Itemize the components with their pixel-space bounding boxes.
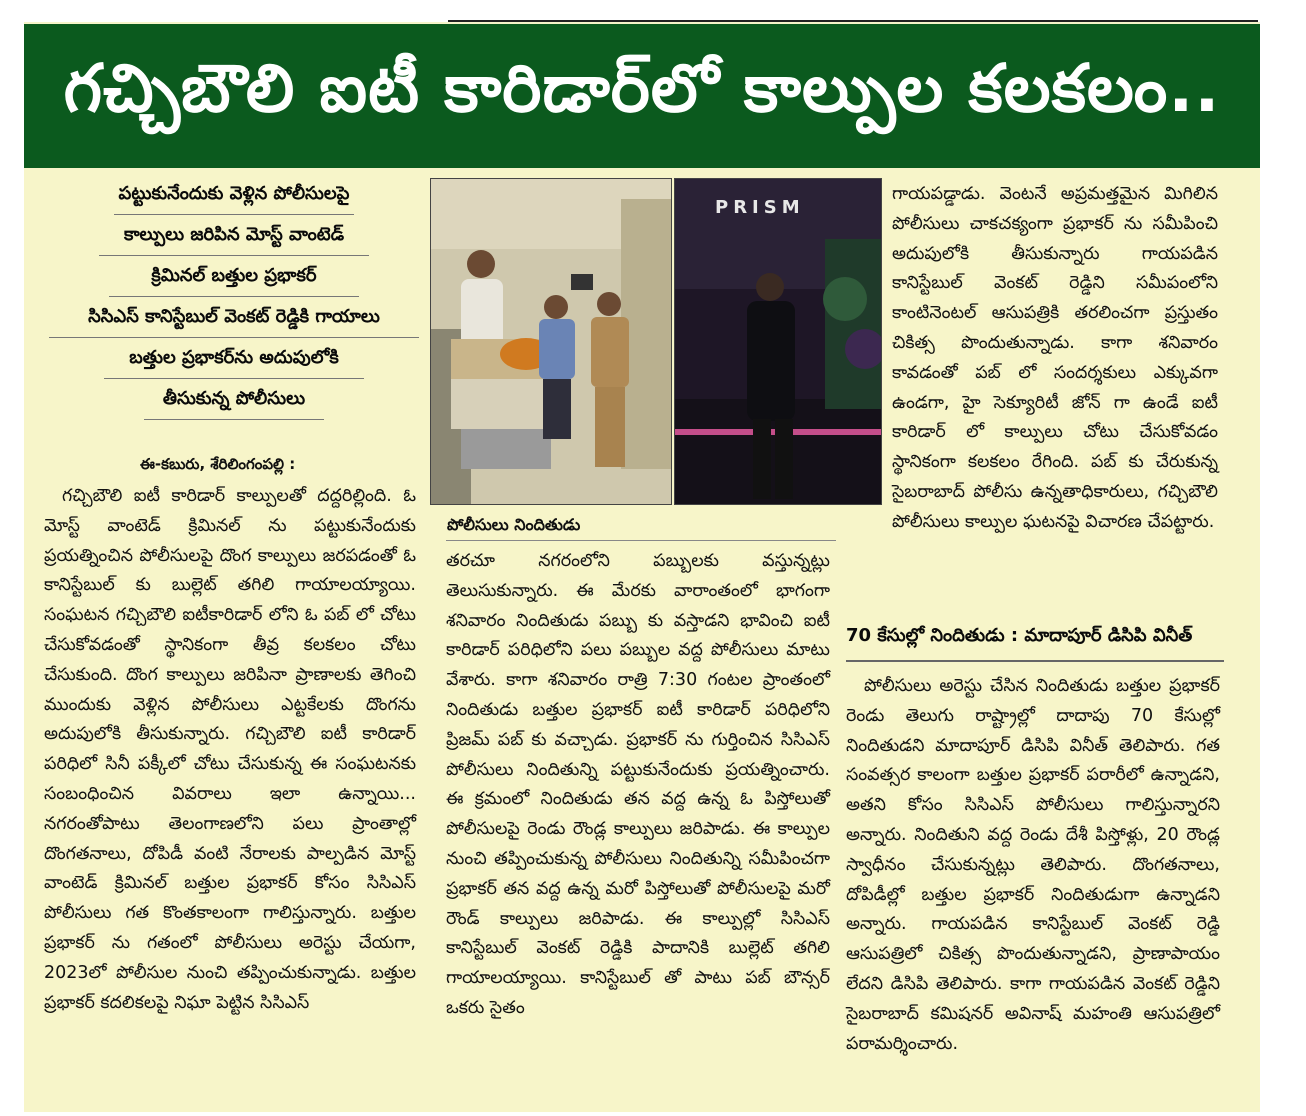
subheadline-3: క్రిమినల్ బత్తుల ప్రభాకర్: [151, 265, 317, 286]
column-1-body: గచ్చిబౌలి ఐటీ కారిడార్ కాల్పులతో దద్దరిల్లింది. ఓ మోస్ట్ వాంటెడ్ క్రిమినల్ ను పట్టుకునేందుకు ప్రయత్నించిన పోలీసులపై దొంగ కాల్పులు జరపడంతో ఓ కానిస్టేబుల్ కు బుల్లెట్ తగిలి గాయాలయ్యాయి. సంఘటన గచ్చిబౌలి ఐటీకారిడార్ లోని ఓ పబ్ లో చోటు చేసుకోవడంతో స్థానికంగా తీవ్ర కలకలం చోటు చేసుకుంది. దొంగ కాల్పులు జరిపినా ప్రాణాలకు తెగించి ముందుకు వెళ్లిన పోలీసులు ఎట్టకేలకు దొంగను అదుపులోకి తీసుకున్నారు. గచ్చిబౌలి ఐటీ కారిడార్ పరిధిలో సినీ పక్కీలో చోటు చేసుకున్న ఈ సంఘటనకు సంబంధించిన వివరాలు ఇలా ఉన్నాయి... నగరంతోపాటు తెలంగాణలోని పలు ప్రాంతాల్లో దొంగతనాలు, దోపిడీ వంటి నేరాలకు పాల్పడిన మోస్ట్ వాంటెడ్ క్రిమినల్ బత్తుల ప్రభాకర్ కోసం సిసిఎస్ పోలీసులు గత కొంతకాలంగా గాలిస్తున్నారు. బత్తుల ప్రభాకర్ ను గతంలో పోలీసులు అరెస్టు చేయగా, 2023లో పోలీసుల నుంచి తప్పించుకున్నాడు. బత్తుల ప్రభాకర్ కదలికలపై నిఘా పెట్టిన సిసిఎస్: [44, 486, 416, 1013]
subheadline-2: కాల్పులు జరిపిన మోస్ట్ వాంటెడ్: [123, 224, 345, 245]
side-headline: 70 కేసుల్లో నిందితుడు : మాదాపూర్ డిసిపి వినీత్: [846, 625, 1193, 646]
article-column-3-top: [892, 180, 1218, 538]
article-column-2: [446, 547, 830, 1024]
headline-banner: [24, 24, 1260, 168]
prism-sign: PRISM: [715, 197, 805, 218]
side-headline-rule: [846, 660, 1224, 662]
subheadline-block: [44, 174, 424, 420]
pub-photo: [674, 178, 882, 505]
subheadline-6: తీసుకున్న పోలీసులు: [162, 388, 306, 409]
subheadline-rule: [144, 419, 324, 420]
column-3-body: గాయపడ్డాడు. వెంటనే అప్రమత్తమైన మిగిలిన పోలీసులు చాకచక్యంగా ప్రభాకర్ ను సమీపించి అదుపులోకి తీసుకున్నారు గాయపడిన కానిస్టేబుల్ వెంకట్ రెడ్డిని సమీపంలోని కాంటినెంటల్ ఆసుపత్రికి తరలించగా ప్రస్తుతం చికిత్స పొందుతున్నాడు. కాగా శనివారం కావడంతో పబ్ లో సందర్శకులు ఎక్కువగా ఉండగా, హై సెక్యూరిటీ జోన్ గా ఉండే ఐటీ కారిడార్ లో కాల్పులు చోటు చేసుకోవడం స్థానికంగా కలకలం రేగింది. పబ్ కు చేరుకున్న సైబరాబాద్ పోలీసు ఉన్నతాధికారులు, గచ్చిబౌలి పోలీసులు కాల్పుల ఘటనపై విచారణ చేపట్టారు.: [892, 184, 1218, 532]
headline: గచ్చిబౌలి ఐటీ కారిడార్‌లో కాల్పుల కలకలం..: [63, 49, 1221, 127]
subheadline-1: పట్టుకునేందుకు వెళ్లిన పోలీసులపై: [118, 183, 350, 204]
hospital-photo: [430, 178, 672, 505]
caption-rule: [446, 540, 836, 541]
subheadline-4: సిసిఎస్ కానిస్టేబుల్ వెంకట్ రెడ్డికి గాయాలు: [88, 306, 380, 327]
photo-caption: పోలీసులు నిందితుడు: [447, 515, 581, 534]
top-rule: [448, 20, 1258, 22]
dateline: ఈ-కబురు, శేరిలింగంపల్లి :: [140, 455, 296, 473]
column-3-body-2: పోలీసులు అరెస్టు చేసిన నిందితుడు బత్తుల ప్రభాకర్ రెండు తెలుగు రాష్ట్రాల్లో దాదాపు 70 కేసుల్లో నిందితుడని మాదాపూర్ డిసిపి వినీత్ తెలిపారు. గత సంవత్సర కాలంగా బత్తుల ప్రభాకర్ పరారీలో ఉన్నాడని, అతని కోసం సిసిఎస్ పోలీసులు గాలిస్తున్నారని అన్నారు. నిందితుని వద్ద రెండు దేశీ పిస్తోళ్లు, 20 రౌండ్ల స్వాధీనం చేసుకున్నట్లు తెలిపారు. దొంగతనాలు, దోపిడీల్లో బత్తుల ప్రభాకర్ నిందితుడుగా ఉన్నాడని అన్నారు. గాయపడిన కానిస్టేబుల్ వెంకట్ రెడ్డి ఆసుపత్రిలో చికిత్స పొందుతున్నాడని, ప్రాణాపాయం లేదని డిసిపి తెలిపారు. కాగా గాయపడిన వెంకట్ రెడ్డిని సైబరాబాద్ కమిషనర్ అవినాష్ మహంతి ఆసుపత్రిలో పరామర్శించారు.: [846, 676, 1220, 1054]
article-column-3-bottom: [846, 672, 1220, 1059]
column-2-body: తరచూ నగరంలోని పబ్బులకు వస్తున్నట్లు తెలుసుకున్నారు. ఈ మేరకు వారాంతంలో భాగంగా శనివారం నిందితుడు పబ్బు కు వస్తాడని భావించి ఐటీ కారిడార్ పరిధిలోని పలు పబ్బుల వద్ద పోలీసులు మాటు వేశారు. కాగా శనివారం రాత్రి 7:30 గంటల ప్రాంతంలో నిందితుడు బత్తుల ప్రభాకర్ ఐటీ కారిడార్ పరిధిలోని ప్రిజమ్ పబ్ కు వచ్చాడు. ప్రభాకర్ ను గుర్తించిన సిసిఎస్ పోలీసులు నిందితున్ని పట్టుకునేందుకు ప్రయత్నించారు. ఈ క్రమంలో నిందితుడు తన వద్ద ఉన్న ఓ పిస్తోలుతో పోలీసులపై రెండు రౌండ్ల కాల్పులు జరిపాడు. ఈ కాల్పుల నుంచి తప్పించుకున్న పోలీసులు నిందితున్ని సమీపించగా ప్రభాకర్ తన వద్ద ఉన్న మరో పిస్తోలుతో పోలీసులపై మరో రౌండ్ కాల్పులు జరిపాడు. ఈ కాల్పుల్లో సిసిఎస్ కానిస్టేబుల్ వెంకట్ రెడ్డికి పాదానికి బుల్లెట్ తగిలి గాయాలయ్యాయి. కానిస్టేబుల్ తో పాటు పబ్ బౌన్సర్ ఒకరు సైతం: [446, 551, 830, 1018]
subheadline-5: బత్తుల ప్రభాకర్‌ను అదుపులోకి: [129, 347, 339, 368]
article-column-1: [44, 482, 416, 1018]
